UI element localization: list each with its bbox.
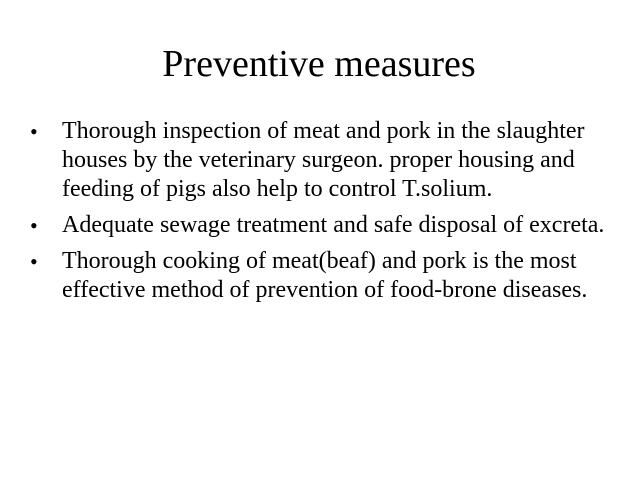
- bullet-item: [30, 117, 620, 204]
- bullet-list: [30, 117, 620, 312]
- bullet-point-icon: •: [30, 119, 38, 144]
- bullet-text: Thorough cooking of meat(beaf) and pork is the most effective method of prevention of food-brone diseases.: [62, 248, 588, 303]
- bullet-text: Thorough inspection of meat and pork in the slaughter houses by the veterinary surgeon. proper housing and feeding of pigs also help to control T.solium.: [62, 118, 585, 202]
- bullet-item: [30, 247, 620, 305]
- slide-title: Preventive measures: [162, 43, 476, 85]
- bullet-text: Adequate sewage treatment and safe disposal of excreta.: [62, 212, 605, 238]
- bullet-item: [30, 211, 620, 240]
- bullet-point-icon: •: [30, 249, 38, 274]
- bullet-point-icon: •: [30, 213, 38, 238]
